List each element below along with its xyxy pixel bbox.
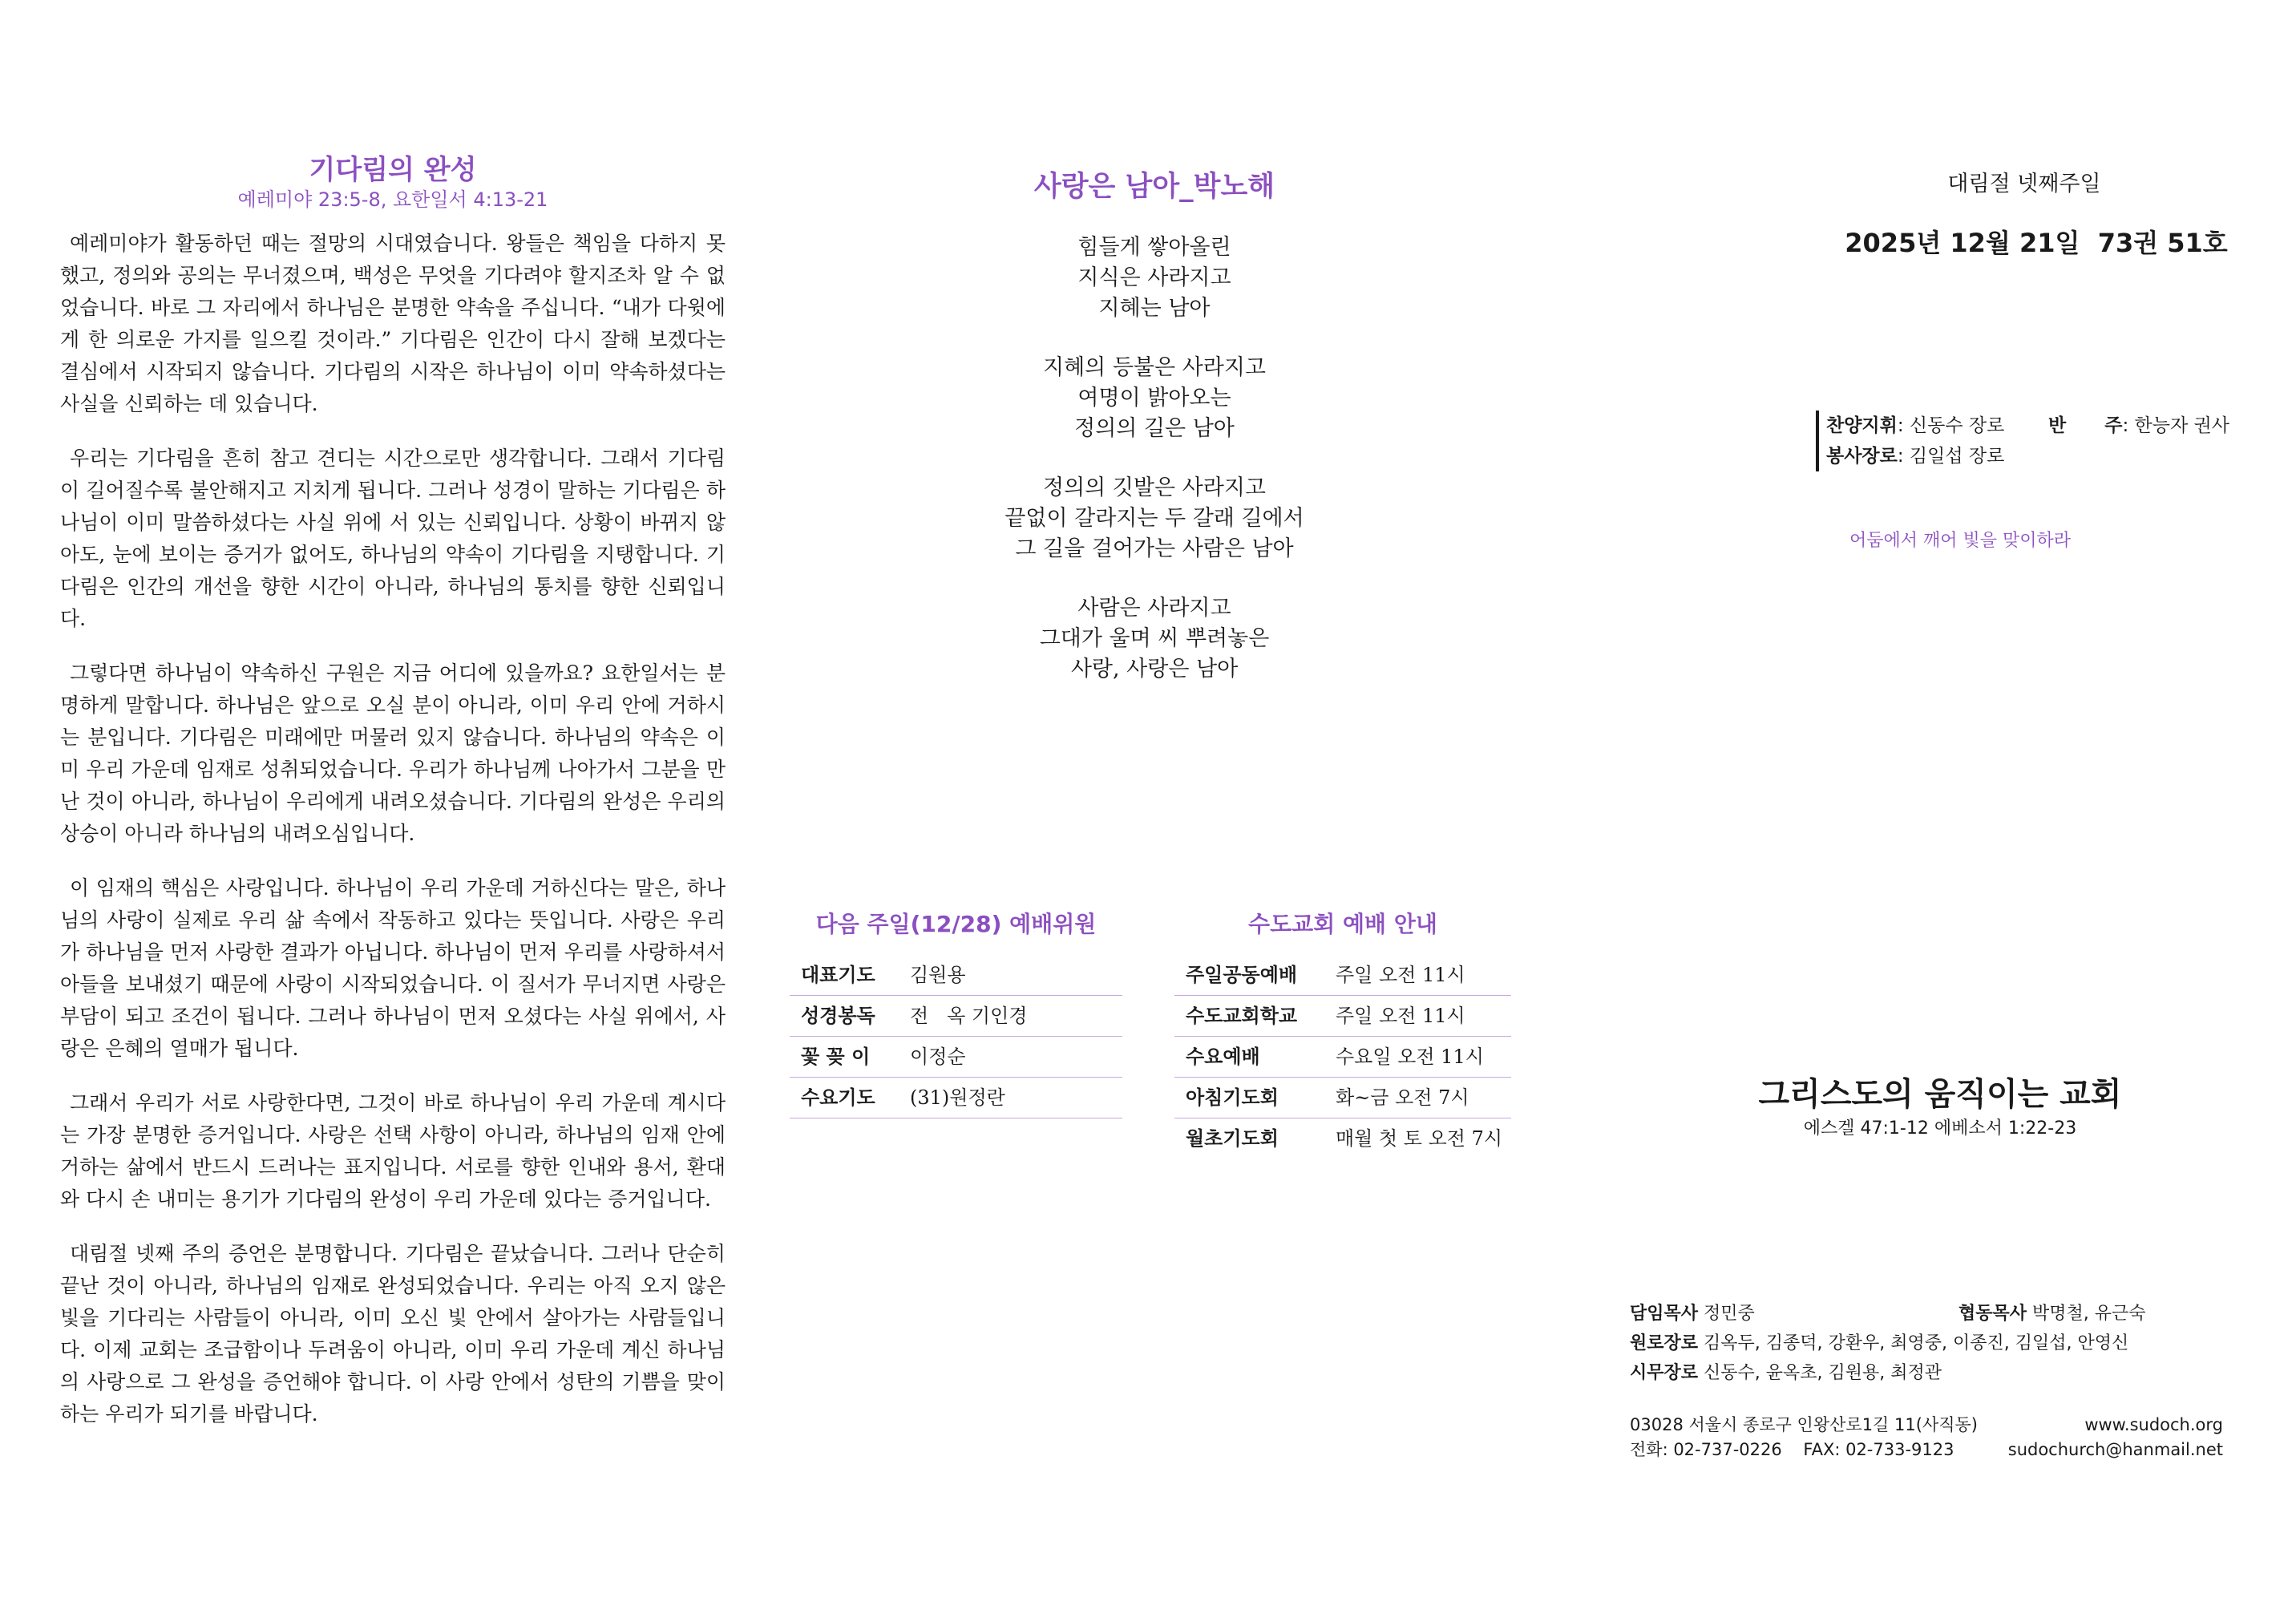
senior-pastor-value: 정민중 [1704, 1304, 1755, 1324]
row-value: (31)원정란 [910, 1078, 1122, 1118]
poem-stanza [930, 233, 1379, 324]
row-value: 매월 첫 토 오전 7시 [1336, 1127, 1503, 1150]
week-label: 대림절 넷째주일 [1947, 172, 2101, 196]
worship-guide [1174, 910, 1511, 1159]
table-row [790, 996, 1122, 1037]
poem-line: 지혜는 남아 [1098, 296, 1211, 321]
poem-stanza [930, 593, 1379, 685]
poem-title: 사랑은 남아_박노해 [1033, 171, 1275, 203]
staff-row [1630, 1299, 2223, 1329]
next-week-title: 다음 주일(12/28) 예배위원 [815, 911, 1097, 937]
sermon-paragraph: 우리는 기다림을 흔히 참고 견디는 시간으로만 생각합니다. 그래서 기다림이 길어질수록 불안해지고 지치게 됩니다. 그러나 성경이 말하는 기다림은 하나님이 이미 말씀하셨다는 사실 위에 서 있는 신뢰입니다. 상황이 바뀌지 않아도, 눈에 보이는 증거가 없어도, 하나님의 약속이 기다림을 지탱합니다. 기다림은 인간의 개선을 향한 시간이 아니라, 하나님의 통치를 향한 신뢰입니다. [60, 447, 726, 630]
sermon-paragraph: 이 임재의 핵심은 사랑입니다. 하나님이 우리 가운데 거하신다는 말은, 하나님의 사랑이 실제로 우리 삶 속에서 작동하고 있다는 뜻입니다. 사랑은 우리가 하나님을 먼저 사랑한 결과가 아닙니다. 하나님이 먼저 우리를 사랑하셔서 아들을 보내셨기 때문에 사랑이 시작되었습니다. 이 질서가 무너지면 사랑은 부담이 되고 조건이 됩니다. 그러나 하나님이 먼저 오셨다는 사실 위에서, 사랑은 은혜의 열매가 됩니다. [60, 876, 726, 1060]
table-row [1174, 1078, 1511, 1118]
poem-stanza [930, 353, 1379, 444]
row-value: 주일 오전 11시 [1336, 996, 1511, 1037]
contact-row [1630, 1413, 2223, 1438]
poem-line: 지식은 사라지고 [1077, 265, 1231, 290]
next-week-table [790, 955, 1122, 1118]
sermon-section [60, 152, 726, 1453]
poem-stanza [930, 473, 1379, 564]
associate-pastor-label: 협동목사 [1958, 1304, 2027, 1324]
row-label: 꽃 꽂 이 [790, 1037, 910, 1078]
poem-section [930, 168, 1379, 714]
staff-row [1630, 1358, 2223, 1388]
associate-pastor-value: 박명철, 유근숙 [2032, 1304, 2146, 1324]
staff-list [1630, 1299, 2223, 1388]
sermon-paragraph: 대림절 넷째 주의 증언은 분명합니다. 기다림은 끝났습니다. 그러나 단순히 끝난 것이 아니라, 하나님의 임재로 완성되었습니다. 우리는 아직 오지 않은 빛을 기다리는 사람들이 아니라, 이미 오신 빛 안에서 살아가는 사람들입니다. 이제 교회는 조급함이나 두려움이 아니라, 이미 우리 가운데 계신 하나님의 사랑으로 그 완성을 증언해야 합니다. 이 사랑 안에서 성탄의 기쁨을 맞이하는 우리가 되기를 바랍니다. [60, 1242, 726, 1426]
serving-elder-value: : 김일섭 장로 [1897, 446, 2005, 467]
sermon-paragraph: 그렇다면 하나님이 약속하신 구원은 지금 어디에 있을까요? 요한일서는 분명하게 말합니다. 하나님은 앞으로 오실 분이 아니라, 이미 우리 안에 거하시는 분입니다. 기다림은 미래에만 머물러 있지 않습니다. 하나님의 약속은 이미 우리 가운데 임재로 성취되었습니다. 우리가 하나님께 나아가서 그분을 만난 것이 아니라, 하나님이 우리에게 내려오셨습니다. 기다림의 완성은 우리의 상승이 아니라 하나님의 내려오심입니다. [60, 661, 726, 845]
row-value: 수요일 오전 11시 [1336, 1037, 1511, 1078]
poem-line: 사람은 사라지고 [1077, 596, 1231, 621]
service-row [1826, 441, 2229, 471]
poem-line: 끝없이 갈라지는 두 갈래 길에서 [1004, 506, 1304, 531]
church-name: 그리스도의 움직이는 교회 [1758, 1076, 2122, 1113]
accompanist-label: 반 주 [2047, 415, 2123, 436]
contact-row [1630, 1438, 2223, 1462]
table-row [790, 955, 1122, 996]
poem-line: 사랑, 사랑은 남아 [1070, 657, 1239, 682]
row-label: 수요예배 [1174, 1037, 1336, 1078]
website-link[interactable]: www.sudoch.org [2084, 1415, 2223, 1434]
row-label: 수요기도 [790, 1078, 910, 1118]
row-value: 이정순 [910, 1037, 1122, 1078]
church-verse: 에스겔 47:1-12 에베소서 1:22-23 [1803, 1118, 2077, 1139]
senior-pastor-label: 담임목사 [1630, 1304, 1699, 1324]
advent-theme: 어둠에서 깨어 빛을 맞이하라 [1849, 531, 2071, 551]
next-week-committee [790, 910, 1122, 1118]
table-row [790, 1078, 1122, 1118]
row-label: 성경봉독 [790, 996, 910, 1037]
poem-line: 정의의 깃발은 사라지고 [1043, 475, 1266, 500]
service-row [1826, 411, 2229, 441]
table-row [1174, 955, 1511, 996]
choir-value: : 신동수 장로 [1897, 415, 2005, 436]
poem-line: 힘들게 쌓아올린 [1077, 235, 1231, 260]
contact-info [1630, 1413, 2223, 1462]
sermon-title: 기다림의 완성 [309, 154, 477, 186]
worship-guide-table [1174, 955, 1511, 1159]
poem-line: 지혜의 등불은 사라지고 [1043, 355, 1266, 380]
sermon-paragraph: 예레미야가 활동하던 때는 절망의 시대였습니다. 왕들은 책임을 다하지 못했고, 정의와 공의는 무너졌으며, 백성은 무엇을 기다려야 할지조차 알 수 없었습니다. 바로 그 자리에서 하나님은 분명한 약속을 주십니다. “내가 다윗에게 한 의로운 가지를 일으킬 것이라.” 기다림은 인간이 다시 잘해 보겠다는 결심에서 시작되지 않습니다. 기다림의 시작은 하나님이 이미 약속하셨다는 사실을 신뢰하는 데 있습니다. [60, 232, 726, 415]
choir-label: 찬양지휘 [1826, 415, 1898, 436]
worship-guide-title: 수도교회 예배 안내 [1248, 911, 1437, 937]
address: 03028 서울시 종로구 인왕산로1길 11(사직동) [1630, 1415, 1978, 1434]
accompanist-value: : 한능자 권사 [2122, 415, 2229, 436]
row-label: 월초기도회 [1186, 1127, 1279, 1150]
phone-fax: 전화: 02-737-0226 FAX: 02-733-9123 [1630, 1440, 1954, 1459]
active-elders-label: 시무장로 [1630, 1363, 1699, 1383]
active-elders-value: 신동수, 윤옥초, 김원용, 최정관 [1704, 1363, 1942, 1383]
row-label: 수도교회학교 [1174, 996, 1336, 1037]
service-roles [1816, 411, 2229, 471]
sermon-reference: 예레미야 23:5-8, 요한일서 4:13-21 [237, 188, 548, 211]
row-value: 전 옥 기인경 [910, 996, 1122, 1037]
table-row [1174, 1037, 1511, 1078]
row-label: 아침기도회 [1174, 1078, 1336, 1118]
poem-line: 여명이 밝아오는 [1077, 386, 1231, 411]
row-label: 주일공동예배 [1174, 955, 1336, 996]
poem-line: 그 길을 걸어가는 사람은 남아 [1015, 536, 1294, 561]
row-label: 대표기도 [790, 955, 910, 996]
poem-line: 그대가 울며 씨 뿌려놓은 [1039, 626, 1270, 651]
emeritus-elders-label: 원로장로 [1630, 1333, 1699, 1353]
sermon-paragraph: 그래서 우리가 서로 사랑한다면, 그것이 바로 하나님이 우리 가운데 계시다는 가장 분명한 증거입니다. 사랑은 선택 사항이 아니라, 하나님의 임재 안에 거하는 삶에서 반드시 드러나는 표지입니다. 서로를 향한 인내와 용서, 환대와 다시 손 내미는 용기가 기다림의 완성이 우리 가운데 있다는 증거입니다. [60, 1091, 726, 1211]
emeritus-elders-value: 김옥두, 김종덕, 강환우, 최영중, 이종진, 김일섭, 안영신 [1704, 1333, 2129, 1353]
poem-line: 정의의 길은 남아 [1074, 416, 1235, 441]
table-row [1174, 996, 1511, 1037]
row-value: 화~금 오전 7시 [1336, 1078, 1511, 1118]
email-link[interactable]: sudochurch@hanmail.net [2007, 1440, 2223, 1459]
staff-row [1630, 1329, 2223, 1358]
row-value: 김원용 [910, 955, 1122, 996]
row-value: 주일 오전 11시 [1336, 955, 1511, 996]
table-row [1174, 1118, 1511, 1159]
serving-elder-label: 봉사장로 [1826, 446, 1898, 467]
issue-date: 2025년 12월 21일 73권 51호 [1845, 228, 2228, 258]
table-row [790, 1037, 1122, 1078]
